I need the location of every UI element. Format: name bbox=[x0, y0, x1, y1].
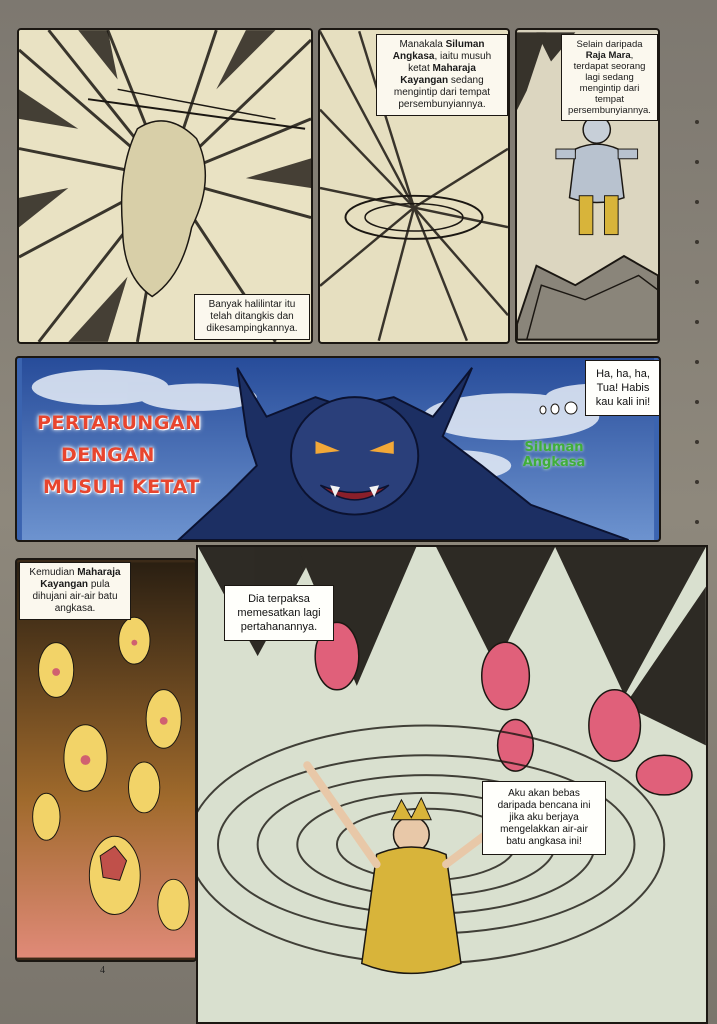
panel-5-caption bbox=[19, 562, 131, 620]
panel-3-caption-text-1: Selain daripada bbox=[576, 39, 643, 50]
panel-3-caption-text-2: , terdapat seorang lagi sedang mengintip dari tempat persembunyiannya. bbox=[568, 50, 651, 116]
page-number: 4 bbox=[100, 965, 105, 976]
panel-2-caption-bold-1: Siluman Angkasa bbox=[392, 39, 485, 62]
panel-3-caption-bold-1: Raja Mara bbox=[585, 50, 631, 61]
panel-3-caption bbox=[561, 34, 658, 121]
panel-3 bbox=[515, 28, 660, 344]
panel-5 bbox=[15, 558, 197, 962]
binding-hole bbox=[695, 280, 699, 284]
panel-5-caption-text-1: Kemudian bbox=[29, 567, 78, 578]
character-name-label: Siluman Angkasa bbox=[522, 440, 586, 470]
panel-5-caption-text-2: pula dihujani air-air batu angkasa. bbox=[32, 579, 118, 614]
binding-hole bbox=[695, 360, 699, 364]
panel-6 bbox=[196, 545, 708, 1024]
binding-hole bbox=[695, 160, 699, 164]
panel-2-caption-text-3: sedang mengintip dari tempat persembunyiannya. bbox=[393, 75, 491, 110]
panel-1 bbox=[17, 28, 313, 344]
panel-2-caption bbox=[376, 34, 508, 116]
title-line-3: MUSUH KETAT bbox=[43, 476, 200, 498]
thought-dots-icon bbox=[535, 400, 585, 416]
panel-2 bbox=[318, 28, 510, 344]
panel-6-caption: Dia terpaksa memesatkan lagi pertahanannya. bbox=[224, 585, 334, 641]
speech-bubble-maharaja: Aku akan bebas daripada bencana ini jika aku berjaya mengelakkan air-air batu angkasa ini! bbox=[482, 781, 606, 855]
title-line-2: DENGAN bbox=[61, 444, 155, 466]
binding-hole bbox=[695, 120, 699, 124]
binding-hole bbox=[695, 520, 699, 524]
panel-2-caption-text-2: , iaitu musuh ketat bbox=[408, 51, 492, 74]
binding-hole bbox=[695, 400, 699, 404]
binding-hole bbox=[695, 200, 699, 204]
panel-2-caption-bold-2: Maharaja Kayangan bbox=[400, 63, 476, 86]
binding-hole bbox=[695, 240, 699, 244]
binding-hole bbox=[695, 480, 699, 484]
panel-1-caption: Banyak halilintar itu telah ditangkis dan dikesampingkannya. bbox=[194, 294, 310, 340]
panel-4 bbox=[15, 356, 661, 542]
panel-5-caption-bold-1: Maharaja Kayangan bbox=[40, 567, 121, 590]
binding-hole bbox=[695, 440, 699, 444]
panel-2-caption-text-1: Manakala bbox=[399, 39, 446, 50]
title-line-1: PERTARUNGAN bbox=[37, 412, 202, 434]
binding-hole bbox=[695, 320, 699, 324]
speech-bubble-siluman: Ha, ha, ha, Tua! Habis kau kali ini! bbox=[585, 360, 661, 416]
panel-5-art bbox=[17, 560, 195, 960]
